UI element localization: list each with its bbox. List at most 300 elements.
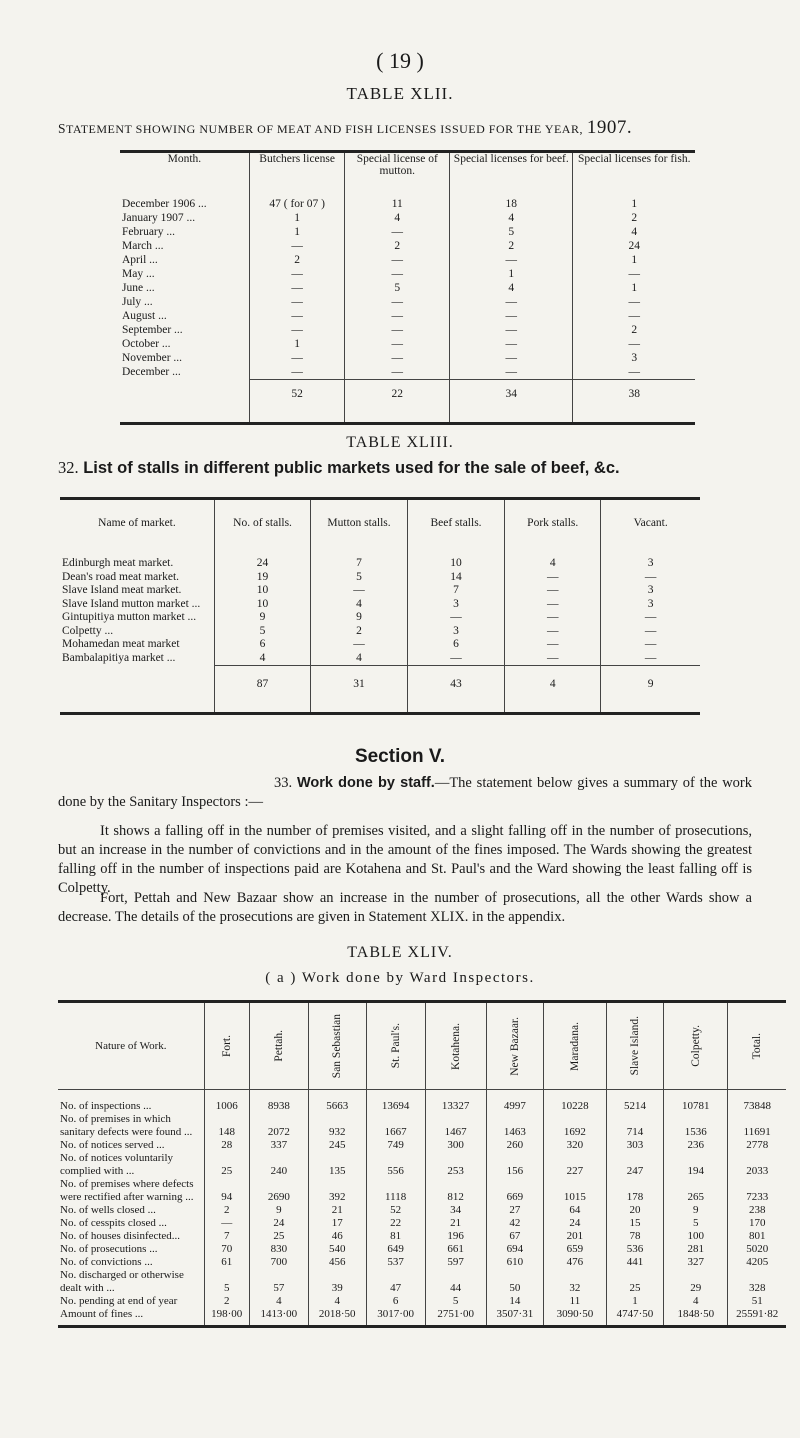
table43-cell: 4 <box>214 652 310 666</box>
table42-cell: — <box>345 365 450 380</box>
table43-cell: — <box>505 598 601 612</box>
table44-cell: 5020 <box>728 1243 786 1256</box>
table42-cell: 4 <box>345 211 450 225</box>
table42-cell: 5 <box>345 281 450 295</box>
month-cell: February ... <box>122 226 176 238</box>
para33-heading: Work done by staff. <box>296 775 435 791</box>
table42-cell: 1 <box>573 281 695 295</box>
table43-total-cell: 9 <box>601 666 700 714</box>
table43-cell: 3 <box>407 625 504 639</box>
table44-cell: 1006 <box>204 1090 249 1114</box>
table43-cell: — <box>311 638 408 652</box>
work-nature-cell: Amount of fines ... <box>60 1308 144 1320</box>
table44-cell: 227 <box>544 1152 607 1178</box>
table43-cell: 5 <box>311 571 408 585</box>
table42-row <box>120 225 695 239</box>
table44-cell: 178 <box>606 1178 664 1204</box>
paragraph-2: It shows a falling off in the number of premises visited, and a slight falling off in the number of prosecutions, but an increase in the number of convictions and in the amount of the fines imposed. The Wards showing the greatest falling off in the number of inspections paid are Kotahena and St. Paul's and the Ward showing the least falling off is Colpetty. <box>58 823 752 896</box>
table43-cell: 6 <box>407 638 504 652</box>
table44-cell: 1 <box>606 1295 664 1308</box>
table42-cell: — <box>573 365 695 380</box>
table44-header-10: Total. <box>751 1032 764 1060</box>
table44-cell: 1118 <box>366 1178 425 1204</box>
table43-cell: 4 <box>505 545 601 571</box>
month-cell: November ... <box>122 352 183 364</box>
table44-cell: 194 <box>664 1152 728 1178</box>
table44-cell: 3507·31 <box>486 1308 544 1327</box>
table43-cell: 9 <box>311 611 408 625</box>
table44-header-cell <box>58 1002 204 1090</box>
table44-cell: 67 <box>486 1230 544 1243</box>
table43-cell: 3 <box>601 545 700 571</box>
table44-cell: 2 <box>204 1204 249 1217</box>
table44-cell: 700 <box>249 1256 308 1269</box>
table43-cell: 7 <box>311 545 408 571</box>
work-nature-cell: No. pending at end of year <box>60 1295 178 1307</box>
table44-cell: 610 <box>486 1256 544 1269</box>
table44-cell: 14 <box>486 1295 544 1308</box>
table44-header-cell <box>664 1002 728 1090</box>
table42-total-cell: 38 <box>573 380 695 424</box>
table44-cell: 198·00 <box>204 1308 249 1327</box>
table43-total-cell <box>60 666 214 714</box>
table42-cell: — <box>573 309 695 323</box>
table42-cell: 1 <box>249 225 345 239</box>
table44-cell: 830 <box>249 1243 308 1256</box>
table43-subtitle-text: List of stalls in different public markets used for the sale of beef, &c. <box>83 459 620 477</box>
table42-total-cell: 22 <box>345 380 450 424</box>
table43-row <box>60 598 700 612</box>
table43-row <box>60 584 700 598</box>
table44-cell: 196 <box>425 1230 486 1243</box>
table42-cell: 4 <box>450 211 573 225</box>
table44-row <box>58 1243 786 1256</box>
section-heading: Section V. <box>354 746 446 767</box>
market-name-cell: Bambalapitiya market ... <box>62 651 176 664</box>
table42-cell: 4 <box>573 225 695 239</box>
table44-row <box>58 1090 786 1114</box>
table43-total-cell: 4 <box>505 666 601 714</box>
table43-title: TABLE XLIII. <box>346 434 454 451</box>
table42-row <box>120 323 695 337</box>
table44-row <box>58 1295 786 1308</box>
table42-cell: — <box>249 281 345 295</box>
table44-title: TABLE XLIV. <box>347 944 453 961</box>
table43-cell: 3 <box>407 598 504 612</box>
table43-cell: — <box>601 625 700 639</box>
table43-cell: 9 <box>214 611 310 625</box>
table44-header-cell <box>249 1002 308 1090</box>
table43-total-cell: 87 <box>214 666 310 714</box>
table43-row <box>60 625 700 639</box>
table42-title: TABLE XLII. <box>346 84 454 103</box>
table42-header-0: Month. <box>167 153 202 165</box>
work-nature-cell: No. of notices served ... <box>60 1139 165 1151</box>
table43-cell: — <box>407 611 504 625</box>
table42-cell: 2 <box>573 211 695 225</box>
table42-cell: — <box>249 309 345 323</box>
table42-cell: 18 <box>450 189 573 211</box>
table43-header-5: Vacant. <box>601 499 700 546</box>
table44-cell: 236 <box>664 1139 728 1152</box>
table44-cell: 21 <box>425 1217 486 1230</box>
work-nature-cell: No. of notices voluntarily complied with ... <box>60 1152 174 1177</box>
table43-cell: — <box>505 625 601 639</box>
table44-row <box>58 1269 786 1295</box>
table43-cell: 3 <box>601 584 700 598</box>
table44-cell: 73848 <box>728 1090 786 1114</box>
table44-cell: 536 <box>606 1243 664 1256</box>
table42-row <box>120 295 695 309</box>
table43-cell: 6 <box>214 638 310 652</box>
table42-header-1: Butchers license <box>249 152 345 190</box>
table44-cell: 39 <box>308 1269 366 1295</box>
table42-cell: — <box>573 337 695 351</box>
table43-header-2: Mutton stalls. <box>311 499 408 546</box>
statement-prefix: S <box>58 121 67 136</box>
table44-cell: 24 <box>544 1217 607 1230</box>
table44-header-cell <box>366 1002 425 1090</box>
table42 <box>120 150 695 425</box>
table44-row <box>58 1113 786 1139</box>
market-name-cell: Dean's road meat market. <box>62 570 180 583</box>
month-cell: June ... <box>122 282 155 294</box>
table43-cell: — <box>601 571 700 585</box>
table44-cell: 2751·00 <box>425 1308 486 1327</box>
market-name-cell: Slave Island meat market. <box>62 584 182 596</box>
table44-cell: 328 <box>728 1269 786 1295</box>
table43-cell: 7 <box>407 584 504 598</box>
month-cell: August ... <box>122 310 167 322</box>
month-cell: December 1906 ... <box>122 198 207 210</box>
table43-cell: 24 <box>214 545 310 571</box>
table44-cell: 812 <box>425 1178 486 1204</box>
table44-cell: 2778 <box>728 1139 786 1152</box>
table42-row <box>120 337 695 351</box>
table44-cell: 556 <box>366 1152 425 1178</box>
month-cell: September ... <box>122 324 183 336</box>
table44-cell: 3090·50 <box>544 1308 607 1327</box>
table44-cell: 61 <box>204 1256 249 1269</box>
table44-cell: 2690 <box>249 1178 308 1204</box>
table42-cell: 2 <box>249 253 345 267</box>
table42-cell: — <box>249 365 345 380</box>
table42-statement <box>58 117 632 139</box>
table43-totals-row <box>60 666 700 714</box>
statement-text: TATEMENT SHOWING NUMBER OF MEAT AND FISH LICENSES ISSUED FOR THE YEAR, <box>66 122 583 136</box>
month-cell: January 1907 ... <box>122 212 196 224</box>
table44-cell: 34 <box>425 1204 486 1217</box>
table44-cell: — <box>204 1217 249 1230</box>
table43-row <box>60 545 700 571</box>
table44-cell: 42 <box>486 1217 544 1230</box>
table44-cell: 17 <box>308 1217 366 1230</box>
table44 <box>58 1000 786 1328</box>
table42-cell: — <box>249 239 345 253</box>
para33-number: 33. <box>274 775 293 791</box>
table44-cell: 8938 <box>249 1090 308 1114</box>
table44-cell: 597 <box>425 1256 486 1269</box>
paragraph-3: Fort, Pettah and New Bazaar show an increase in the number of prosecutions, all the other Wards show a decrease. The details of the prosecutions are given in Statement XLIX. in the appendix. <box>58 890 752 925</box>
table43-cell: — <box>407 652 504 666</box>
table43-row <box>60 652 700 666</box>
table44-cell: 4205 <box>728 1256 786 1269</box>
table42-cell: — <box>345 309 450 323</box>
statement-year: 1907. <box>586 117 633 138</box>
table44-cell: 25 <box>249 1230 308 1243</box>
work-nature-cell: No. of premises where defects were rectified after warning ... <box>60 1178 194 1203</box>
table44-cell: 540 <box>308 1243 366 1256</box>
table43-cell: 10 <box>214 584 310 598</box>
table44-header-2: Pettah. <box>272 1030 285 1062</box>
month-cell: April ... <box>122 254 158 266</box>
table44-cell: 265 <box>664 1178 728 1204</box>
table44-cell: 5 <box>425 1295 486 1308</box>
table44-cell: 70 <box>204 1243 249 1256</box>
table42-cell: 2 <box>573 323 695 337</box>
table43-header-row <box>60 499 700 546</box>
table44-cell: 28 <box>204 1139 249 1152</box>
table42-cell: — <box>345 267 450 281</box>
table43-cell: 3 <box>601 598 700 612</box>
market-name-cell: Slave Island mutton market ... <box>62 597 201 610</box>
table42-cell: — <box>345 295 450 309</box>
table44-header-8: Slave Island. <box>628 1016 641 1076</box>
table42-header-2: Special license of mutton. <box>345 152 450 190</box>
table44-cell: 78 <box>606 1230 664 1243</box>
table44-header-cell <box>486 1002 544 1090</box>
table44-cell: 44 <box>425 1269 486 1295</box>
table44-cell: 303 <box>606 1139 664 1152</box>
table44-cell: 240 <box>249 1152 308 1178</box>
table44-cell: 4 <box>308 1295 366 1308</box>
table42-cell: — <box>450 323 573 337</box>
table44-cell: 661 <box>425 1243 486 1256</box>
table42-totals-row <box>120 380 695 424</box>
table43-cell: — <box>601 611 700 625</box>
table42-cell: 47 ( for 07 ) <box>249 189 345 211</box>
table44-cell: 25591·82 <box>728 1308 786 1327</box>
work-nature-cell: No. of wells closed ... <box>60 1204 156 1216</box>
table44-cell: 29 <box>664 1269 728 1295</box>
table42-cell: — <box>345 351 450 365</box>
table43-header-0: Name of market. <box>98 516 176 529</box>
table42-cell: 1 <box>573 189 695 211</box>
work-nature-cell: No. of prosecutions ... <box>60 1243 158 1255</box>
table42-header-4: Special licenses for fish. <box>573 152 695 190</box>
table44-cell: 1536 <box>664 1113 728 1139</box>
table44-cell: 392 <box>308 1178 366 1204</box>
table44-cell: 21 <box>308 1204 366 1217</box>
table44-cell: 2033 <box>728 1152 786 1178</box>
table44-header-5: Kotahena. <box>449 1022 462 1070</box>
table42-cell: — <box>249 351 345 365</box>
table43-cell: — <box>311 584 408 598</box>
table42-cell: — <box>450 337 573 351</box>
table44-cell: 260 <box>486 1139 544 1152</box>
month-cell: December ... <box>122 366 181 378</box>
table44-cell: 94 <box>204 1178 249 1204</box>
table42-total-cell: 34 <box>450 380 573 424</box>
table42-row <box>120 309 695 323</box>
work-nature-cell: No. of houses disinfected... <box>60 1230 181 1242</box>
table44-cell: 4997 <box>486 1090 544 1114</box>
table44-cell: 20 <box>606 1204 664 1217</box>
table44-cell: 27 <box>486 1204 544 1217</box>
table44-cell: 7 <box>204 1230 249 1243</box>
table44-cell: 300 <box>425 1139 486 1152</box>
table44-cell: 32 <box>544 1269 607 1295</box>
table44-cell: 238 <box>728 1204 786 1217</box>
table43-cell: 10 <box>407 545 504 571</box>
table44-header-cell <box>425 1002 486 1090</box>
table44-cell: 11 <box>544 1295 607 1308</box>
table42-cell: — <box>249 295 345 309</box>
table44-cell: 9 <box>249 1204 308 1217</box>
table44-cell: 1413·00 <box>249 1308 308 1327</box>
table44-cell: 13694 <box>366 1090 425 1114</box>
table44-cell: 456 <box>308 1256 366 1269</box>
table44-header-1: Fort. <box>220 1034 233 1058</box>
table42-cell: 11 <box>345 189 450 211</box>
table44-cell: 2 <box>204 1295 249 1308</box>
table42-cell: — <box>450 365 573 380</box>
table43-cell: 2 <box>311 625 408 639</box>
table44-cell: 5 <box>204 1269 249 1295</box>
table42-cell: 2 <box>450 239 573 253</box>
table44-cell: 5 <box>664 1217 728 1230</box>
month-cell: March ... <box>122 240 164 252</box>
table44-cell: 337 <box>249 1139 308 1152</box>
table42-cell: 1 <box>249 211 345 225</box>
table44-cell: 50 <box>486 1269 544 1295</box>
table44-cell: 659 <box>544 1243 607 1256</box>
table42-cell: 1 <box>249 337 345 351</box>
table44-row <box>58 1230 786 1243</box>
table44-cell: 320 <box>544 1139 607 1152</box>
table44-header-4: St. Paul's. <box>389 1023 402 1069</box>
market-name-cell: Edinburgh meat market. <box>62 557 174 569</box>
table44-cell: 327 <box>664 1256 728 1269</box>
table42-cell: — <box>249 323 345 337</box>
table42-cell: 2 <box>345 239 450 253</box>
table42-cell: 24 <box>573 239 695 253</box>
table42-row <box>120 365 695 380</box>
table44-cell: 247 <box>606 1152 664 1178</box>
table42-cell: — <box>573 267 695 281</box>
table44-cell: 669 <box>486 1178 544 1204</box>
table44-cell: 10781 <box>664 1090 728 1114</box>
table44-cell: 1463 <box>486 1113 544 1139</box>
table44-cell: 64 <box>544 1204 607 1217</box>
table43-cell: — <box>505 638 601 652</box>
table43-cell: 14 <box>407 571 504 585</box>
table44-header-cell <box>204 1002 249 1090</box>
table44-header-9: Colpetty. <box>689 1025 702 1067</box>
table43-subtitle-number: 32. <box>58 458 79 477</box>
table42-cell: 4 <box>450 281 573 295</box>
table43-cell: 4 <box>311 652 408 666</box>
table43 <box>60 497 700 715</box>
table44-cell: 156 <box>486 1152 544 1178</box>
table44-cell: 7233 <box>728 1178 786 1204</box>
table42-row <box>120 267 695 281</box>
table43-cell: 19 <box>214 571 310 585</box>
table43-total-cell: 31 <box>311 666 408 714</box>
table44-subtitle: ( a ) Work done by Ward Inspectors. <box>265 970 535 986</box>
table44-cell: 1667 <box>366 1113 425 1139</box>
table44-cell: 4 <box>249 1295 308 1308</box>
table42-cell: — <box>249 267 345 281</box>
table44-cell: 24 <box>249 1217 308 1230</box>
table42-cell: — <box>573 295 695 309</box>
work-nature-cell: No. of convictions ... <box>60 1256 153 1268</box>
table44-cell: 51 <box>728 1295 786 1308</box>
table42-cell: — <box>345 323 450 337</box>
table43-cell: — <box>505 571 601 585</box>
table42-cell: — <box>450 351 573 365</box>
table43-header-1: No. of stalls. <box>214 499 310 546</box>
table43-row <box>60 638 700 652</box>
work-nature-cell: No. of inspections ... <box>60 1100 152 1112</box>
table42-cell: — <box>450 309 573 323</box>
table44-cell: 5663 <box>308 1090 366 1114</box>
market-name-cell: Colpetty ... <box>62 624 114 637</box>
table44-cell: 441 <box>606 1256 664 1269</box>
table44-row <box>58 1256 786 1269</box>
table42-cell: — <box>450 253 573 267</box>
table42-row <box>120 253 695 267</box>
table44-cell: 537 <box>366 1256 425 1269</box>
table44-header-cell <box>606 1002 664 1090</box>
table42-cell: — <box>345 253 450 267</box>
table44-row <box>58 1152 786 1178</box>
table42-cell: 1 <box>450 267 573 281</box>
table44-cell: 476 <box>544 1256 607 1269</box>
table44-cell: 22 <box>366 1217 425 1230</box>
table42-row <box>120 239 695 253</box>
table42-total-cell: 52 <box>249 380 345 424</box>
table44-cell: 5214 <box>606 1090 664 1114</box>
table44-cell: 10228 <box>544 1090 607 1114</box>
table44-cell: 47 <box>366 1269 425 1295</box>
table44-row <box>58 1308 786 1327</box>
table43-cell: — <box>505 652 601 666</box>
table43-cell: — <box>601 652 700 666</box>
table44-row <box>58 1139 786 1152</box>
table43-subtitle <box>58 458 620 478</box>
table44-cell: 281 <box>664 1243 728 1256</box>
page-number: ( 19 ) <box>376 48 424 73</box>
table43-row <box>60 611 700 625</box>
para33-text: —The statement below gives a summary of the work done by the Sanitary Inspectors :— <box>58 775 752 810</box>
table44-cell: 13327 <box>425 1090 486 1114</box>
table44-cell: 1848·50 <box>664 1308 728 1327</box>
table44-cell: 15 <box>606 1217 664 1230</box>
table44-row <box>58 1217 786 1230</box>
market-name-cell: Mohamedan meat market <box>62 638 180 650</box>
month-cell: May ... <box>122 268 155 280</box>
table42-cell: — <box>450 295 573 309</box>
table43-cell: 5 <box>214 625 310 639</box>
table44-header-cell <box>308 1002 366 1090</box>
table44-cell: 694 <box>486 1243 544 1256</box>
table43-cell: — <box>505 611 601 625</box>
table44-cell: 4 <box>664 1295 728 1308</box>
table44-row <box>58 1178 786 1204</box>
table44-cell: 46 <box>308 1230 366 1243</box>
table44-cell: 749 <box>366 1139 425 1152</box>
